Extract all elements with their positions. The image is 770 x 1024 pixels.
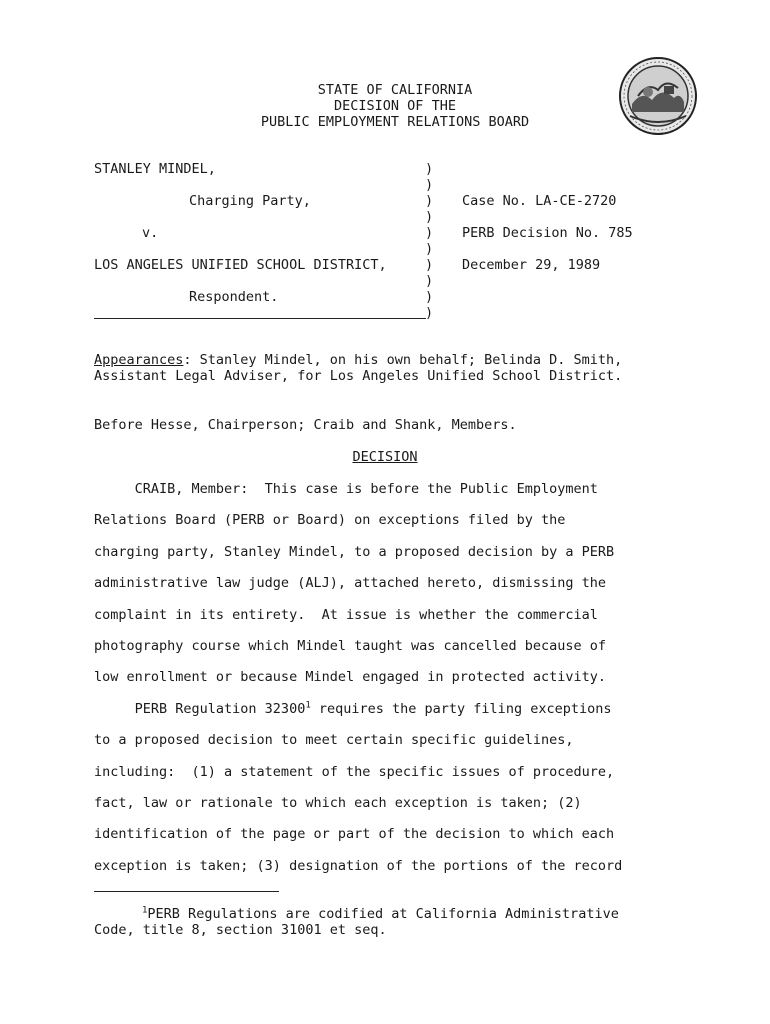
decision-date: December 29, 1989 [462, 257, 601, 273]
respondent-name: LOS ANGELES UNIFIED SCHOOL DISTRICT, [94, 257, 387, 273]
body-line-rest: requires the party filing exceptions [310, 700, 612, 717]
body-line: fact, law or rationale to which each exception is taken; (2) [94, 794, 582, 811]
case-number: Case No. LA-CE-2720 [462, 193, 617, 209]
decision-number: PERB Decision No. 785 [462, 225, 633, 241]
footnote-line [94, 906, 694, 922]
respondent-role: Respondent. [189, 289, 279, 305]
body-line: administrative law judge (ALJ), attached hereto, dismissing the [94, 575, 607, 592]
footnote-number: 1 [142, 905, 148, 916]
header-decision-of: DECISION OF THE [334, 98, 456, 114]
decision-heading [0, 449, 770, 465]
state-seal-icon [618, 56, 698, 136]
versus-label: v. [142, 225, 159, 241]
body-line: exception is taken; (3) designation of the portions of the record [94, 857, 623, 874]
caption-underline [94, 318, 426, 319]
header-board: PUBLIC EMPLOYMENT RELATIONS BOARD [260, 114, 530, 130]
footnote [94, 906, 694, 938]
footnote-separator [94, 891, 279, 892]
body-line-start: PERB Regulation 32300 [94, 700, 306, 717]
body-line: photography course which Mindel taught was cancelled because of [94, 637, 607, 654]
charging-party-name: STANLEY MINDEL, [94, 161, 216, 177]
body-line: Relations Board (PERB or Board) on exceptions filed by the [94, 512, 566, 529]
footnote-marker: 1 [305, 700, 311, 711]
body-line: CRAIB, Member: This case is before the Public Employment [94, 481, 598, 497]
footnote-line2: Code, title 8, section 31001 et seq. [94, 922, 387, 938]
footnote-line1: PERB Regulations are codified at California Administrative [147, 906, 619, 922]
charging-party-role: Charging Party, [189, 193, 311, 209]
document-header [200, 82, 590, 130]
body-line: identification of the page or part of the decision to which each [94, 826, 615, 843]
body-line: to a proposed decision to meet certain specific guidelines, [94, 732, 574, 749]
decision-body [94, 481, 694, 889]
body-line-with-footnote [94, 701, 694, 732]
decision-heading-text: DECISION [352, 449, 418, 465]
panel-members: Before Hesse, Chairperson; Craib and Shank, Members. [94, 417, 517, 433]
body-line: complaint in its entirety. At issue is whether the commercial [94, 606, 598, 623]
header-state: STATE OF CALIFORNIA [317, 82, 473, 98]
body-line: including: (1) a statement of the specific issues of procedure, [94, 763, 615, 780]
appearances-label: Appearances [94, 352, 184, 368]
body-line: low enrollment or because Mindel engaged in protected activity. [94, 669, 607, 686]
appearances-paragraph [94, 352, 694, 384]
body-line: charging party, Stanley Mindel, to a proposed decision by a PERB [94, 543, 615, 560]
caption-parenthesis-column: ) ) ) ) ) ) ) ) ) ) [425, 161, 434, 321]
appearances-text: : Stanley Mindel, on his own behalf; Belinda D. Smith, Assistant Legal Adviser, for Los Angeles Unified School District. [94, 352, 623, 384]
